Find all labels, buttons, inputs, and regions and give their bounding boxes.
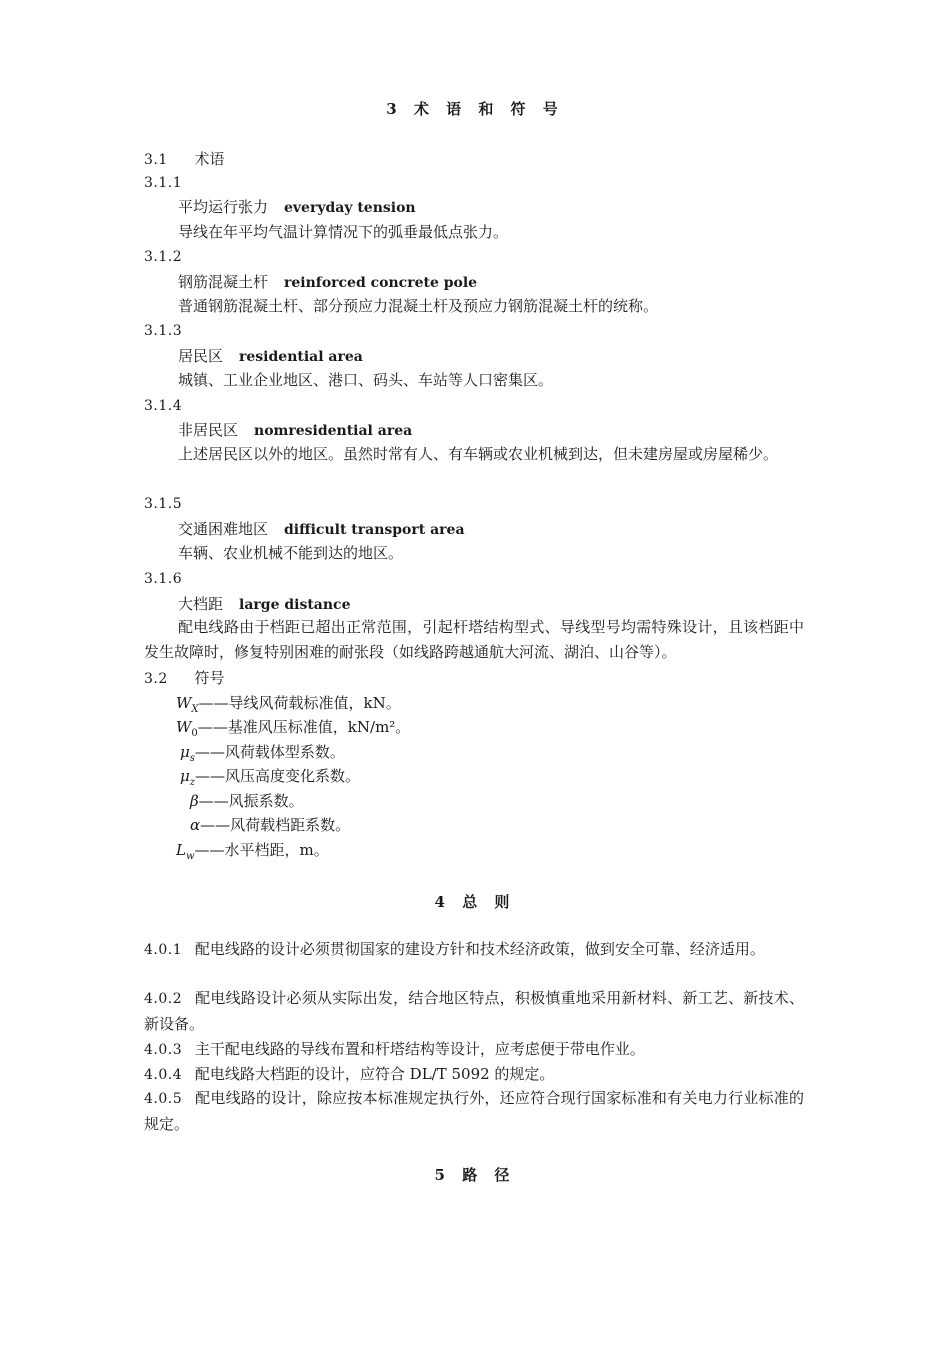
term-en: reinforced concrete pole bbox=[284, 275, 478, 291]
clause-4-0-4 bbox=[144, 1062, 804, 1088]
term-cn: 大档距 bbox=[178, 595, 224, 613]
clause-4-0-1 bbox=[144, 937, 804, 963]
symbol: W bbox=[176, 718, 192, 736]
symbol-description: ——基准风压标准值，kN/m²。 bbox=[197, 718, 411, 736]
term-definition: 上述居民区以外的地区。虽然时常有人、有车辆或农业机械到达，但未建房屋或房屋稀少。 bbox=[178, 445, 779, 463]
clause-number: 4.0.5 bbox=[144, 1091, 183, 1107]
clause-number: 4.0.2 bbox=[144, 991, 183, 1007]
term-cn: 交通困难地区 bbox=[178, 520, 269, 538]
clause-number: 4.0.1 bbox=[144, 942, 183, 958]
term-en: residential area bbox=[239, 349, 363, 365]
clause-4-0-5 bbox=[144, 1086, 804, 1136]
term-definition: 城镇、工业企业地区、港口、码头、车站等人口密集区。 bbox=[178, 371, 554, 389]
term-en: nomresidential area bbox=[254, 423, 413, 439]
clause-text: 配电线路大档距的设计，应符合 DL/T 5092 的规定。 bbox=[194, 1065, 555, 1083]
clause-text: 主干配电线路的导线布置和杆塔结构等设计，应考虑便于带电作业。 bbox=[194, 1040, 645, 1058]
clause-text: 配电线路的设计必须贯彻国家的建设方针和技术经济政策，做到安全可靠、经济适用。 bbox=[194, 940, 765, 958]
term-title bbox=[178, 595, 351, 614]
term-title bbox=[178, 347, 363, 366]
clause-title: 符号 bbox=[194, 669, 225, 687]
clause-number: 3.2 bbox=[144, 671, 168, 687]
symbol-description: ——风荷载档距系数。 bbox=[200, 816, 351, 834]
symbol-row bbox=[180, 743, 345, 768]
symbol-description: ——风压高度变化系数。 bbox=[195, 767, 361, 785]
symbol-row bbox=[190, 816, 350, 834]
term-number: 3.1.5 bbox=[144, 496, 183, 512]
clause-4-0-2 bbox=[144, 986, 804, 1036]
symbol: μ bbox=[180, 767, 190, 785]
term-number: 3.1.4 bbox=[144, 398, 183, 414]
clause-3-2 bbox=[144, 669, 225, 688]
symbol-description: ——水平档距，m。 bbox=[194, 841, 329, 859]
term-en: everyday tension bbox=[284, 200, 416, 216]
term-number: 3.1.6 bbox=[144, 571, 183, 587]
symbol: α bbox=[190, 816, 201, 834]
term-en: difficult transport area bbox=[284, 522, 465, 538]
term-title bbox=[178, 273, 477, 292]
symbol: W bbox=[176, 694, 192, 712]
section-5-heading: 5 路 径 bbox=[434, 1166, 516, 1184]
term-title bbox=[178, 520, 465, 539]
symbol-row bbox=[176, 694, 401, 719]
symbol-description: ——风荷载体型系数。 bbox=[194, 743, 345, 761]
term-title bbox=[178, 198, 416, 217]
symbol: β bbox=[190, 792, 199, 810]
term-number: 3.1.2 bbox=[144, 249, 183, 265]
symbol-description: ——风振系数。 bbox=[198, 792, 304, 810]
term-cn: 非居民区 bbox=[178, 421, 239, 439]
section-3-heading: 3 术 语 和 符 号 bbox=[386, 100, 564, 118]
symbol-row bbox=[176, 841, 329, 866]
symbol-row bbox=[190, 792, 304, 810]
section-4-heading: 4 总 则 bbox=[434, 893, 516, 911]
clause-number: 3.1 bbox=[144, 152, 168, 168]
symbol-subscript: w bbox=[185, 851, 195, 862]
term-definition: 普通钢筋混凝土杆、部分预应力混凝土杆及预应力钢筋混凝土杆的统称。 bbox=[178, 297, 659, 315]
symbol-row bbox=[176, 718, 410, 743]
clause-4-0-3 bbox=[144, 1037, 804, 1063]
symbol-row bbox=[180, 767, 360, 792]
term-cn: 居民区 bbox=[178, 347, 224, 365]
symbol-subscript: z bbox=[189, 777, 196, 788]
symbol-description: ——导线风荷载标准值，kN。 bbox=[198, 694, 401, 712]
term-definition: 车辆、农业机械不能到达的地区。 bbox=[178, 544, 404, 562]
clause-number: 4.0.4 bbox=[144, 1067, 183, 1083]
symbol-subscript: X bbox=[191, 704, 199, 715]
term-title bbox=[178, 421, 412, 440]
term-en: large distance bbox=[239, 597, 351, 613]
symbol: L bbox=[176, 841, 186, 859]
clause-3-1 bbox=[144, 150, 225, 169]
symbol-subscript: 0 bbox=[191, 728, 198, 739]
term-cn: 钢筋混凝土杆 bbox=[178, 273, 269, 291]
clause-number: 4.0.3 bbox=[144, 1042, 183, 1058]
term-number: 3.1.3 bbox=[144, 323, 183, 339]
symbol: μ bbox=[180, 743, 190, 761]
clause-title: 术语 bbox=[194, 150, 225, 168]
term-definition: 导线在年平均气温计算情况下的弧垂最低点张力。 bbox=[178, 223, 509, 241]
term-cn: 平均运行张力 bbox=[178, 198, 269, 216]
clause-text: 配电线路的设计，除应按本标准规定执行外，还应符合现行国家标准和有关电力行业标准的规定。 bbox=[144, 1089, 804, 1133]
term-definition: 配电线路由于档距已超出正常范围，引起杆塔结构型式、导线型号均需特殊设计，且该档距中发生故障时，修复特别困难的耐张段（如线路跨越通航大河流、湖泊、山谷等）。 bbox=[144, 618, 804, 661]
clause-text: 配电线路设计必须从实际出发，结合地区特点，积极慎重地采用新材料、新工艺、新技术、新设备。 bbox=[144, 989, 804, 1033]
term-number: 3.1.1 bbox=[144, 175, 183, 191]
symbol-subscript: s bbox=[189, 753, 195, 764]
